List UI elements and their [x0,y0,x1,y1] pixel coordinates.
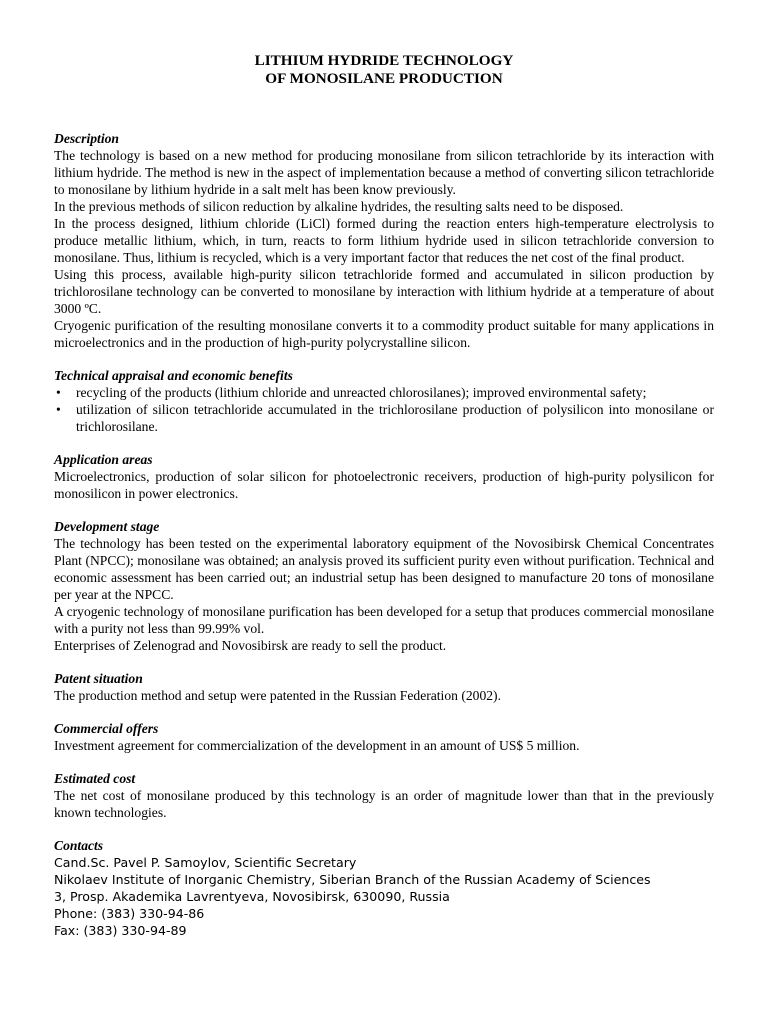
list-item [54,384,714,401]
contact-phone: Phone: (383) 330-94-86 [54,906,205,921]
description-heading: Description [54,131,119,146]
title-line-2: OF MONOSILANE PRODUCTION [265,70,503,87]
application-heading: Application areas [54,452,153,467]
contact-fax: Fax: (383) 330-94-89 [54,923,187,938]
contact-institute: Nikolaev Institute of Inorganic Chemistry, Siberian Branch of the Russian Academy of Sciences [54,872,651,887]
title-line-1: LITHIUM HYDRIDE TECHNOLOGY [254,52,514,69]
development-section [54,518,714,654]
list-item [54,401,714,435]
cost-section [54,770,714,821]
technical-section [54,367,714,435]
development-paragraph-1: The technology has been tested on the experimental laboratory equipment of the Novosibirsk Chemical Concentrates Plant (NPCC); monosilane was obtained; an analysis proved its sufficient purity even without purification. Technical and economic assessment has been carried out; an industrial setup has been designed to manufacture 20 tons of monosilane per year at the NPCC. [54,536,714,602]
technical-heading: Technical appraisal and economic benefits [54,368,293,383]
description-paragraph-5: Cryogenic purification of the resulting monosilane converts it to a commodity product suitable for many applications in microelectronics and in the production of high-purity polycrystalline silicon. [54,318,714,350]
commercial-text: Investment agreement for commercialization of the development in an amount of US$ 5 million. [54,738,580,753]
application-text: Microelectronics, production of solar silicon for photoelectronic receivers, production of high-purity polysilicon for monosilicon in power electronics. [54,469,714,501]
benefits-list [54,384,714,435]
contact-name: Cand.Sc. Pavel P. Samoylov, Scientific Secretary [54,855,357,870]
description-paragraph-1: The technology is based on a new method for producing monosilane from silicon tetrachloride by its interaction with lithium hydride. The method is new in the aspect of implementation because a method of converting silicon tetrachloride to monosilane by lithium hydride in a salt melt has been know previously. [54,148,714,197]
contacts-heading: Contacts [54,838,104,853]
bullet-icon: • [56,402,61,417]
document-title [54,52,714,88]
application-section [54,451,714,502]
patent-section [54,670,714,704]
patent-text: The production method and setup were patented in the Russian Federation (2002). [54,688,501,703]
commercial-section [54,720,714,754]
patent-heading: Patent situation [54,671,143,686]
bullet-icon: • [56,385,61,400]
description-paragraph-4: Using this process, available high-purity silicon tetrachloride formed and accumulated in silicon production by trichlorosilane technology can be converted to monosilane by interaction with lithium hydride at a temperature of about 3000 ºC. [54,267,714,316]
development-paragraph-2: A cryogenic technology of monosilane purification has been developed for a setup that produces commercial monosilane with a purity not less than 99.99% vol. [54,604,714,636]
development-paragraph-3: Enterprises of Zelenograd and Novosibirsk are ready to sell the product. [54,638,447,653]
cost-heading: Estimated cost [54,771,136,786]
benefit-text-2: utilization of silicon tetrachloride accumulated in the trichlorosilane production of polysilicon into monosilane or trichlorosilane. [76,402,714,434]
commercial-heading: Commercial offers [54,721,159,736]
description-section [54,130,714,351]
description-paragraph-2: In the previous methods of silicon reduction by alkaline hydrides, the resulting salts need to be disposed. [54,199,624,214]
document-page [54,52,714,955]
cost-text: The net cost of monosilane produced by this technology is an order of magnitude lower than that in the previously known technologies. [54,788,714,820]
contact-address: 3, Prosp. Akademika Lavrentyeva, Novosibirsk, 630090, Russia [54,889,450,904]
development-heading: Development stage [54,519,160,534]
benefit-text-1: recycling of the products (lithium chloride and unreacted chlorosilanes); improved environmental safety; [76,385,647,400]
contacts-section [54,837,714,939]
description-paragraph-3: In the process designed, lithium chloride (LiCl) formed during the reaction enters high-temperature electrolysis to produce metallic lithium, which, in turn, reacts to form lithium hydride used in silicon tetrachloride conversion to monosilane. Thus, lithium is recycled, which is a very important factor that reduces the net cost of the final product. [54,216,714,265]
